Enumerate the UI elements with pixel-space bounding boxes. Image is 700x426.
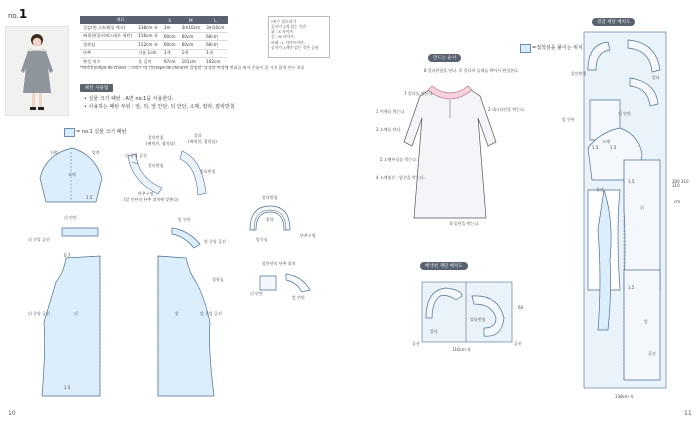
sewing-dress-diagram: [400, 78, 500, 228]
contrast-width: 116cm 폭: [452, 347, 471, 352]
contrast-height: 60: [518, 305, 524, 310]
contrast-layout-diagram: [418, 278, 518, 348]
label-collar-stand: 칼라받침: [148, 135, 164, 140]
collar-pattern: [178, 145, 218, 205]
table-cell: 60cm: [179, 41, 203, 50]
table-cell: 옷 길이: [135, 58, 161, 67]
materials-table: [80, 16, 228, 67]
label-sleeve: 소매: [68, 172, 76, 177]
table-cell: 배색천(폴리에스테르 새틴): [80, 32, 135, 41]
fabric-length-unit: cm: [674, 199, 681, 204]
label-back-facing: 뒤 안단: [64, 215, 77, 220]
model-photo: [5, 26, 69, 116]
fabric-sleeve: 소매: [602, 139, 610, 144]
note-line: 아래 : L 사이즈이며,: [271, 39, 305, 45]
table-header-cell: S: [161, 16, 179, 24]
table-cell: 97cm: [161, 58, 179, 67]
label-back-side: 뒤쪽: [50, 150, 58, 155]
label-back: 뒤: [74, 311, 78, 316]
sewing-step: 7 칼라를 만든다.: [404, 91, 434, 96]
facing-detail-diagram: [256, 268, 316, 298]
table-cell: 60cm: [161, 41, 179, 50]
table-cell: 단추: [80, 49, 135, 58]
label-collar-stand-under: 칼라받침: [148, 163, 164, 168]
contrast-collar-stand: 칼라받침: [470, 317, 486, 322]
sewing-step: 6 밑단을 박는다.: [450, 221, 480, 226]
back-facing-pattern: [60, 222, 100, 242]
table-header-cell: L: [203, 16, 227, 24]
table-row: [80, 32, 228, 41]
fabric-seam: 1.5: [628, 285, 635, 290]
table-cell: 3m10cm: [203, 24, 227, 32]
fabric-length: 300 310 310: [672, 179, 689, 189]
label-back-center-fold-2: 뒤 중앙 골선: [28, 237, 50, 242]
label-front: 앞: [175, 311, 179, 316]
table-cell: 60cm: [179, 32, 203, 41]
fabric-back-facing: 뒤 안단: [618, 111, 631, 116]
fabric-fold-2: 골선: [648, 351, 656, 356]
table-cell: 1개: [203, 49, 227, 58]
sewing-step: 3 소매를 단다.: [376, 127, 402, 132]
label-sleeve-hem-dim: 1.5: [86, 195, 93, 200]
sewing-step: 4 소매옆선 · 옆선을 박는다.: [376, 175, 425, 180]
label-front-center-fold-2: 앞 중앙 골선: [200, 311, 222, 316]
label-collar-stand-sub: (배색천, 접착심): [146, 141, 175, 146]
table-cell: 겉감(면 스트레칭 체크): [80, 24, 135, 32]
fabric-seam: 1.5: [610, 145, 617, 150]
label-interfacing-pos: 접착심: [212, 277, 224, 282]
label-collar-parts: 칼라받침: [262, 195, 278, 200]
fabric-collar-stand: 칼라받침: [571, 71, 587, 76]
fabric-collar: 칼라: [652, 75, 660, 80]
fabric-width: 138cm 폭: [615, 394, 634, 399]
label-facing-parts: 앞안단의 단추 위치: [262, 261, 296, 266]
contrast-collar: 칼라: [430, 329, 438, 334]
table-cell: 60cm: [161, 32, 179, 41]
label-collar-parts-2: 칼라: [266, 217, 274, 222]
table-cell: 102cm: [203, 58, 227, 67]
table-cell: 1개: [179, 49, 203, 58]
page-number-right: 11: [684, 410, 692, 417]
table-cell: 116cm 폭: [135, 32, 161, 41]
label-front-facing: 앞 안단: [178, 217, 191, 222]
table-row: [80, 41, 228, 50]
fabric-layout-diagram: [580, 30, 670, 392]
section-fabric-layout: 겉감 재단 배치도: [592, 18, 635, 26]
fabric-legend-label: =접착심을 붙이는 위치: [532, 45, 583, 51]
fabric-legend-swatch: [520, 44, 531, 53]
label-collar: 칼라: [194, 133, 202, 138]
page-number-left: 10: [8, 410, 16, 417]
section-sewing-order: 만드는 순서: [428, 54, 461, 62]
contrast-fold-2: 골선: [514, 341, 522, 346]
table-header-cell: 재료: [80, 16, 161, 24]
front-body-pattern: [152, 252, 218, 402]
contrast-fold: 골선: [412, 341, 420, 346]
sewing-step: 8 칼라받침을 단다. 후 칼라의 둘레를 박아서 완성한다.: [424, 68, 520, 73]
fabric-front-facing: 앞 안단: [562, 117, 575, 122]
table-cell: 접착심: [80, 41, 135, 50]
label-facing-parts-3: 앞 안단: [292, 295, 305, 300]
table-cell: 1개: [161, 49, 179, 58]
back-body-pattern: [38, 252, 104, 402]
label-back-center-fold: 뒤 중앙 골선: [125, 153, 147, 158]
table-cell: 60cm: [203, 41, 227, 50]
table-cell: 112cm 폭: [135, 41, 161, 50]
table-cell: 3m10cm: [179, 24, 203, 32]
table-cell: 완성 치수: [80, 58, 135, 67]
table-cell: 지름 1cm: [135, 49, 161, 58]
table-header-row: [80, 16, 228, 24]
sewing-step: 2 네크라인을 박는다.: [488, 107, 526, 112]
model-illustration: [6, 27, 68, 115]
sewing-step: 5 소맷부리를 박는다.: [380, 157, 418, 162]
label-collar-parts-3: 앞중심: [256, 237, 268, 242]
label-hem-dim: 1.5: [64, 385, 71, 390]
label-front-side: 앞쪽: [92, 150, 100, 155]
table-cell: 101cm: [179, 58, 203, 67]
fabric-note: *배색천(crêpe de chine) : 크레프 데 신(crepe de chine)의 줄임말. 날실과 씨실에 변화를 줘서 주름이 잘 가지 않게 만든 직물: [80, 65, 305, 70]
table-header-cell: M: [179, 16, 203, 24]
label-collar-stand-inside: 칼라받침: [200, 169, 216, 174]
label-buttonhole: 단추구멍: [138, 191, 154, 196]
label-collar-sub: (배색천, 접착심): [188, 139, 217, 144]
fabric-seam: 1.5: [592, 145, 599, 150]
size-note-box: [268, 16, 330, 58]
collar-detail-diagram: [240, 200, 300, 250]
item-number: no.1: [8, 7, 28, 21]
usage-item: • 사용하는 패턴 부위 : 앞, 뒤, 앞 안단, 뒤 안단, 소매, 칼라, 칼라받침: [84, 104, 235, 110]
section-pattern-usage: 패턴 사용법: [80, 84, 113, 92]
table-row: [80, 49, 228, 58]
legend-swatch: [64, 128, 75, 137]
note-line: 중 : M 사이즈,: [271, 34, 296, 40]
fabric-seam: 1.5: [628, 179, 635, 184]
fabric-front: 앞: [644, 319, 648, 324]
fabric-back: 뒤: [640, 205, 644, 210]
table-row: [80, 24, 228, 32]
section-contrast-layout: 배색천 재단 배치도: [420, 262, 468, 270]
label-collar-parts-4: 단추구멍: [300, 233, 316, 238]
sewing-step: 1 어깨를 박는다.: [376, 109, 406, 114]
table-cell: 3m: [161, 24, 179, 32]
note-line: *치수 참고하기: [271, 19, 297, 24]
fabric-fold: 골선: [596, 187, 604, 192]
legend-label: = no.1 실물 크기 패턴: [76, 129, 127, 135]
label-shoulder-dim: 0.7: [64, 253, 71, 258]
table-cell: 138cm 폭: [135, 24, 161, 32]
front-facing-pattern: [170, 224, 206, 250]
label-buttonhole-note: (앞 안단의 단추 위치에 맞춘다): [124, 197, 179, 202]
table-cell: 60cm: [203, 32, 227, 41]
label-back-center-fold-3: 뒤 중앙 골선: [28, 311, 50, 316]
usage-item: • 실물 크기 패턴 : A면 no.1을 사용한다.: [84, 96, 174, 102]
note-line: 위 : S 사이즈,: [271, 29, 295, 35]
note-line: 숫자가 1개만 있는 것은 공통: [271, 44, 319, 50]
label-front-center-fold: 앞 중앙 골선: [204, 239, 226, 244]
note-line: 숫자가 2개 있는 것은: [271, 24, 307, 30]
label-facing-parts-2: 뒤 안단: [250, 291, 263, 296]
